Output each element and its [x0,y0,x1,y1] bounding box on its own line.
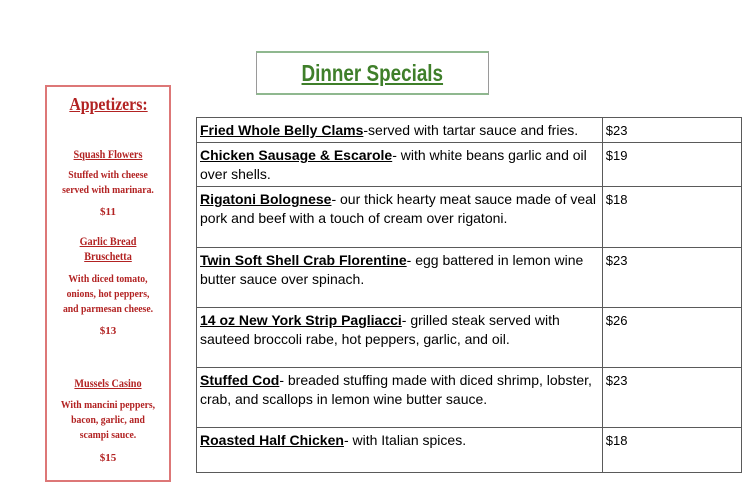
appetizer-price: $11 [100,206,116,218]
appetizer-desc-line: and parmesan cheese. [62,303,154,315]
dish-cell [197,428,603,473]
appetizer-name: Mussels Casino [74,376,142,390]
appetizer-desc-line: Stuffed with cheese [68,169,148,181]
dish-cell [197,248,603,308]
table-row [197,248,742,308]
dish-desc: - our thick hearty meat sauce made of veal pork and beef with a touch of cream over rigatoni. [200,191,597,226]
dish-desc: - grilled steak served with sauteed broccoli rabe, hot peppers, garlic, and oil. [200,312,560,347]
table-row [197,143,742,187]
table-row [197,368,742,428]
dish-name: Fried Whole Belly Clams [200,122,364,138]
table-row [197,308,742,368]
dish-cell [197,308,603,368]
appetizer-desc-line: served with marinara. [62,184,154,196]
dish-name: 14 oz New York Strip Pagliacci [200,312,402,328]
appetizer-item [47,147,169,219]
title-box [256,51,489,95]
table-row [197,428,742,473]
appetizer-name-line2: Bruschetta [84,249,132,263]
appetizer-name: Garlic Bread [79,234,137,248]
dish-desc: - with Italian spices. [343,432,467,448]
price-cell: $23 [602,248,741,308]
dish-name: Roasted Half Chicken [200,432,344,448]
appetizer-desc-line: bacon, garlic, and [71,414,145,426]
price-cell: $26 [602,308,741,368]
dish-cell [197,187,603,248]
price-cell: $18 [602,428,741,473]
appetizer-item [47,234,169,338]
price-cell: $23 [602,368,741,428]
appetizer-desc-line: scampi sauce. [79,429,137,441]
appetizers-panel [45,85,171,482]
dish-desc: - breaded stuffing made with diced shrimp, lobster, crab, and scallops in lemon wine butter sauce. [200,372,592,407]
dish-cell [197,368,603,428]
price-cell: $23 [602,118,741,143]
price-cell: $19 [602,143,741,187]
appetizer-price: $15 [99,452,117,464]
specials-table [196,117,742,473]
appetizers-heading: Appetizers: [68,94,148,114]
price-cell: $18 [602,187,741,248]
dish-cell [197,143,603,187]
dish-name: Twin Soft Shell Crab Florentine [200,252,407,268]
dish-desc: -served with tartar sauce and fries. [363,122,579,138]
dish-name: Stuffed Cod [200,372,280,388]
dish-name: Rigatoni Bolognese [200,191,332,207]
table-row [197,118,742,143]
dish-desc: - egg battered in lemon wine butter sauce over spinach. [200,252,584,287]
table-row [197,187,742,248]
dish-desc: - with white beans garlic and oil over shells. [200,147,587,182]
appetizer-price: $13 [99,325,117,337]
appetizer-desc-line: onions, hot peppers, [66,288,150,300]
appetizer-desc-line: With diced tomato, [68,273,148,285]
appetizer-item [47,376,169,465]
page-title: Dinner Specials [301,59,444,86]
appetizer-desc-line: With mancini peppers, [60,399,156,411]
dish-name: Chicken Sausage & Escarole [200,147,393,163]
appetizer-name: Squash Flowers [73,147,143,161]
dish-cell [197,118,603,143]
